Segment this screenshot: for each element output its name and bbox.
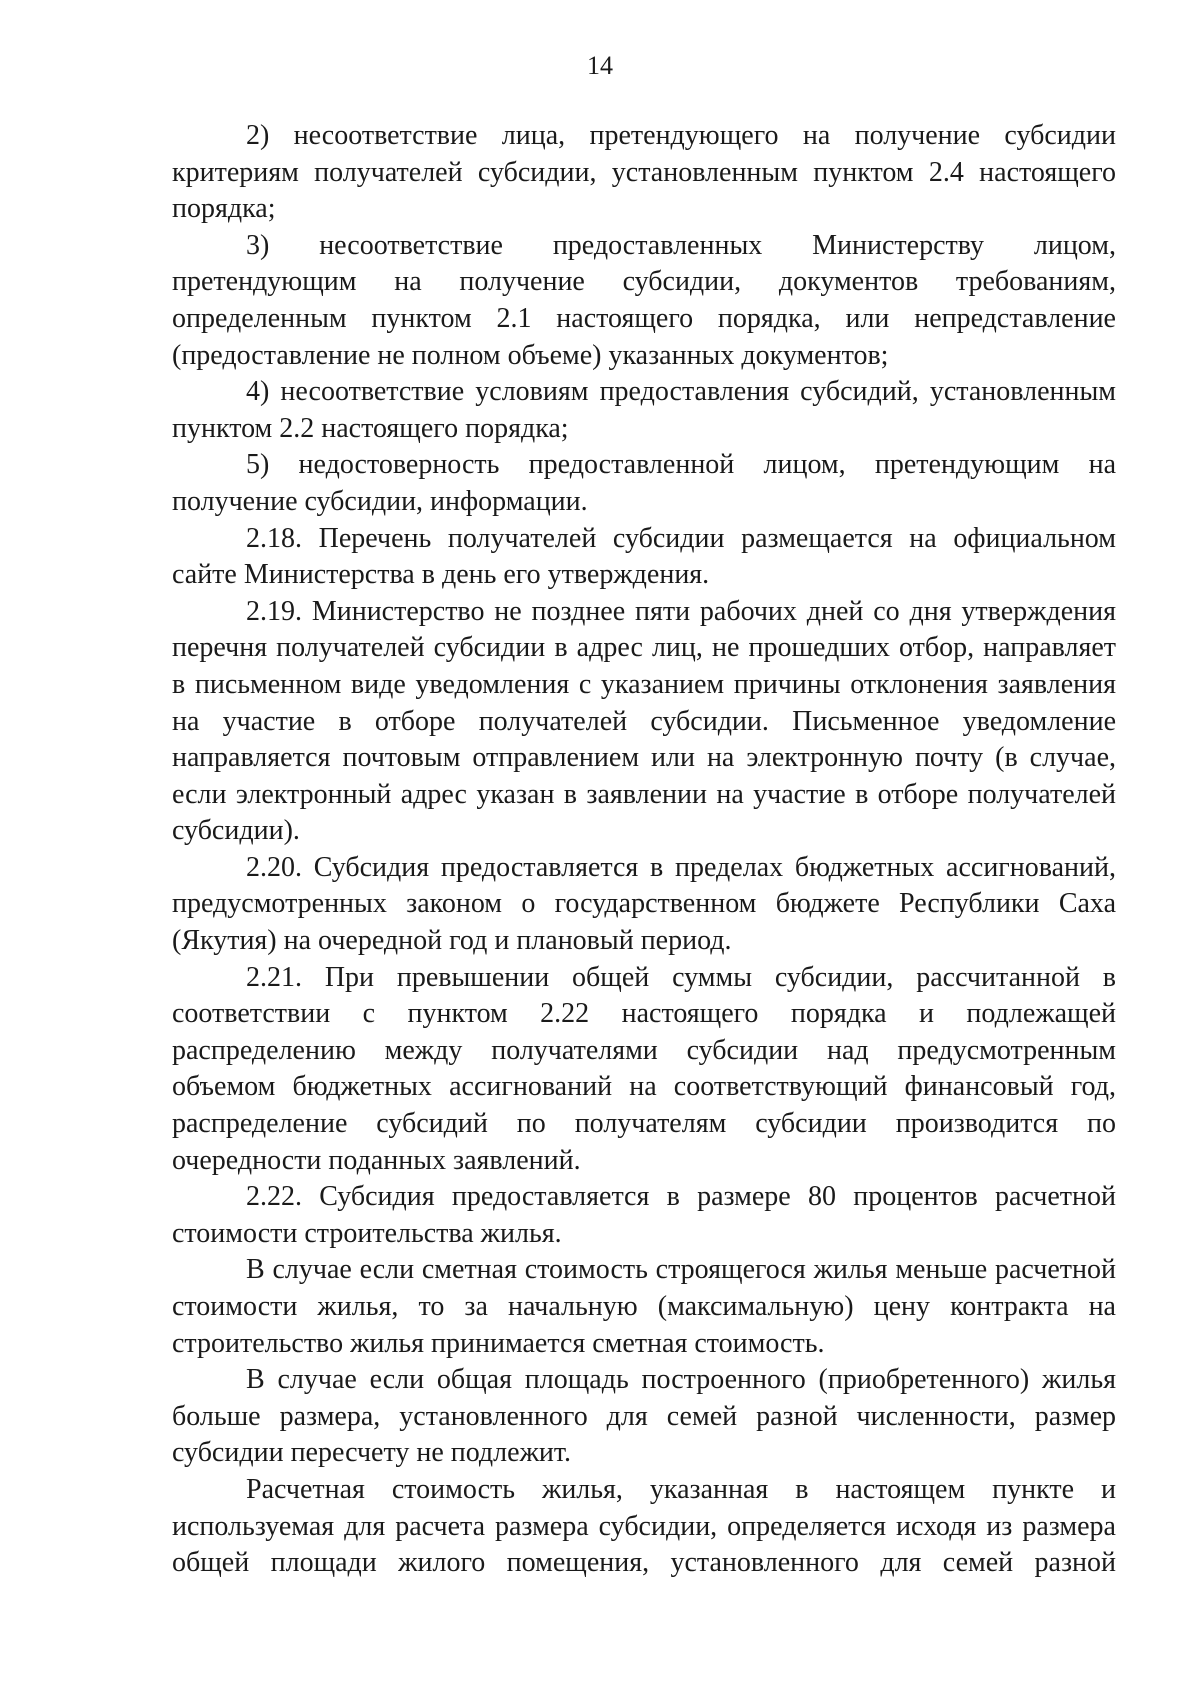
document-body <box>172 118 1116 1582</box>
paragraph-living-area: В случае если общая площадь построенного (приобретенного) жилья больше размера, установленного для семей разной численности, размер субсидии пересчету не подлежит. <box>172 1364 1116 1469</box>
page-number: 14 <box>587 51 613 80</box>
paragraph-2-21: 2.21. При превышении общей суммы субсидии, рассчитанной в соответствии с пунктом 2.22 настоящего порядка и подлежащей распределению между получателями субсидии над предусмотренным объемом бюджетных ассигнований на соответствующий финансовый год, распределение субсидий по получателям субсидии производится по очередности поданных заявлений. <box>172 961 1116 1176</box>
paragraph-item-5: 5) недостоверность предоставленной лицом, претендующим на получение субсидии, информации. <box>172 449 1116 517</box>
paragraph-calculated-cost: Расчетная стоимость жилья, указанная в настоящем пункте и используемая для расчета размера субсидии, определяется исходя из размера общей площади жилого помещения, установленного для семей разной <box>172 1473 1116 1579</box>
paragraph-item-2: 2) несоответствие лица, претендующего на получение субсидии критериям получателей субсидии, установленным пунктом 2.4 настоящего порядка; <box>172 120 1116 225</box>
paragraph-estimate-cost: В случае если сметная стоимость строящегося жилья меньше расчетной стоимости жилья, то за начальную (максимальную) цену контракта на строительство жилья принимается сметная стоимость. <box>172 1254 1116 1359</box>
paragraph-2-22: 2.22. Субсидия предоставляется в размере 80 процентов расчетной стоимости строительства жилья. <box>172 1181 1116 1249</box>
paragraph-item-4: 4) несоответствие условиям предоставления субсидий, установленным пунктом 2.2 настоящего порядка; <box>172 376 1116 444</box>
paragraph-2-20: 2.20. Субсидия предоставляется в пределах бюджетных ассигнований, предусмотренных законом о государственном бюджете Республики Саха (Якутия) на очередной год и плановый период. <box>172 851 1116 957</box>
paragraph-item-3: 3) несоответствие предоставленных Министерству лицом, претендующим на получение субсидии, документов требованиям, определенным пунктом 2.1 настоящего порядка, или непредставление (предоставление не полном объеме) указанных документов; <box>172 229 1116 371</box>
paragraph-2-18: 2.18. Перечень получателей субсидии размещается на официальном сайте Министерства в день его утверждения. <box>172 522 1116 591</box>
paragraph-2-19: 2.19. Министерство не позднее пяти рабочих дней со дня утверждения перечня получателей субсидии в адрес лиц, не прошедших отбор, направляет в письменном виде уведомления с указанием причины отклонения заявления на участие в отборе получателей субсидии. Письменное уведомление направляется почтовым отправлением или на электронную почту (в случае, если электронный адрес указан в заявлении на участие в отборе получателей субсидии). <box>172 595 1116 847</box>
